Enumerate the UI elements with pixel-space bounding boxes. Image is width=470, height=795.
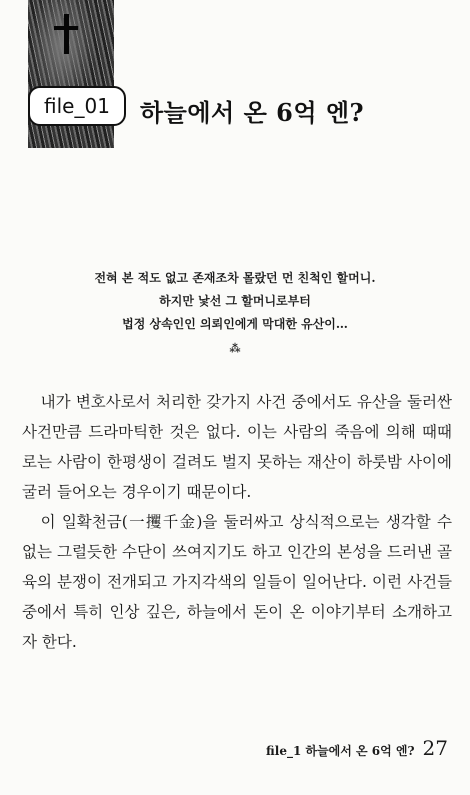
- body-text: [22, 387, 452, 657]
- intro-line: 하지만 낯선 그 할머니로부터: [159, 294, 311, 308]
- cross-shape-bar: [54, 26, 78, 30]
- intro-line: 법정 상속인인 의뢰인에게 막대한 유산이…: [122, 317, 348, 331]
- file-badge: [28, 86, 126, 126]
- intro-line: 전혀 본 적도 없고 존재조차 몰랐던 먼 친척인 할머니.: [94, 271, 376, 285]
- paragraph: 이 일확천금(一攫千金)을 둘러싸고 상식적으로는 생각할 수 없는 그럴듯한 수단이 쓰여지기도 하고 인간의 본성을 드러낸 골육의 분쟁이 전개되고 가지각색의 일들이 일어난다. 이런 사건들 중에서 특히 인상 깊은, 하늘에서 돈이 온 이야기부터 소개하고자 한다.: [22, 513, 452, 651]
- chapter-title: 하늘에서 온 6억 엔?: [140, 98, 365, 127]
- page-number: 27: [422, 736, 448, 760]
- paragraph: 내가 변호사로서 처리한 갖가지 사건 중에서도 유산을 둘러싼 사건만큼 드라마틱한 것은 없다. 이는 사람의 죽음에 의해 때때로는 사람이 한평생이 걸려도 벌지 못하는 재산이 하룻밤 사이에 굴러 들어오는 경우이기 때문이다.: [22, 393, 452, 501]
- intro-block: [0, 267, 470, 336]
- cross-shape: [64, 14, 69, 54]
- running-title: file_1 하늘에서 온 6억 엔?: [266, 744, 415, 758]
- file-label: file_01: [44, 94, 110, 118]
- section-separator: ⁂: [229, 342, 241, 355]
- page-footer: [266, 736, 448, 760]
